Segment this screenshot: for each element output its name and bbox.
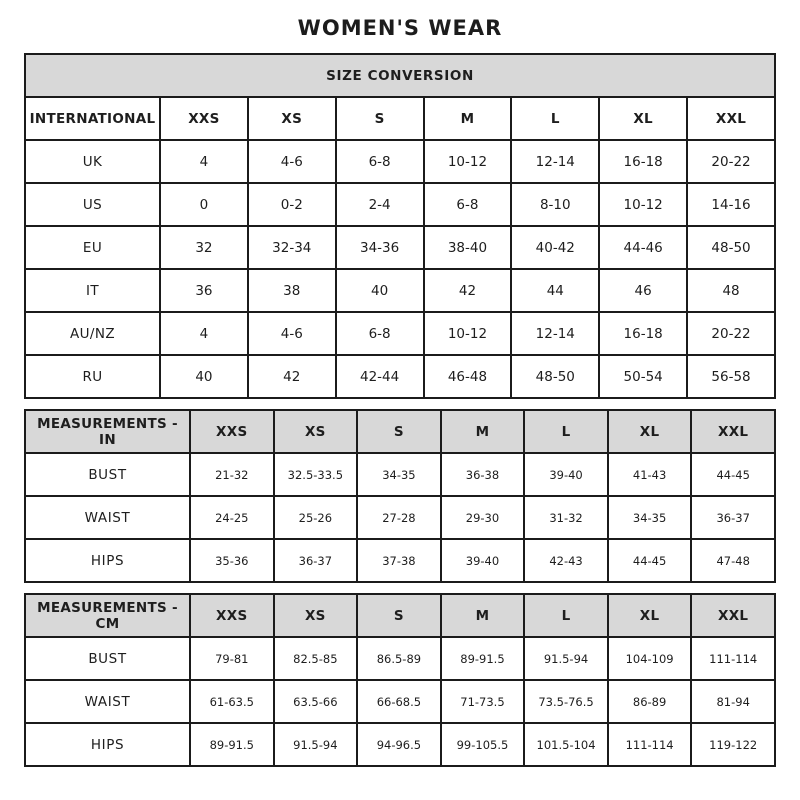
size-column-header: XS (248, 97, 336, 140)
size-value-cell: 32 (160, 226, 248, 269)
measurement-value-cell: 119-122 (691, 723, 775, 766)
size-column-header: XL (608, 594, 692, 637)
size-value-cell: 46-48 (424, 355, 512, 398)
measurement-value-cell: 32.5-33.5 (274, 453, 358, 496)
size-value-cell: 6-8 (424, 183, 512, 226)
measurement-value-cell: 21-32 (190, 453, 274, 496)
size-value-cell: 40 (160, 355, 248, 398)
measurement-value-cell: 94-96.5 (357, 723, 441, 766)
measurement-value-cell: 34-35 (608, 496, 692, 539)
size-column-header: XXL (691, 410, 775, 453)
measurement-value-cell: 47-48 (691, 539, 775, 582)
measurement-value-cell: 111-114 (608, 723, 692, 766)
size-column-header: M (424, 97, 512, 140)
measurements-cm-header: MEASUREMENTS - CM (25, 594, 190, 637)
measurement-row-label: BUST (25, 453, 190, 496)
size-conversion-header: SIZE CONVERSION (25, 54, 775, 97)
region-row-label: IT (25, 269, 160, 312)
size-value-cell: 56-58 (687, 355, 775, 398)
size-value-cell: 10-12 (424, 140, 512, 183)
size-column-header: XS (274, 594, 358, 637)
table-row (25, 723, 775, 766)
size-column-header: S (357, 410, 441, 453)
size-column-header: S (336, 97, 424, 140)
size-value-cell: 42 (424, 269, 512, 312)
size-value-cell: 48-50 (511, 355, 599, 398)
size-value-cell: 48-50 (687, 226, 775, 269)
measurement-value-cell: 73.5-76.5 (524, 680, 608, 723)
region-row-label: EU (25, 226, 160, 269)
size-value-cell: 50-54 (599, 355, 687, 398)
size-value-cell: 0 (160, 183, 248, 226)
measurement-value-cell: 111-114 (691, 637, 775, 680)
measurement-value-cell: 61-63.5 (190, 680, 274, 723)
size-value-cell: 40-42 (511, 226, 599, 269)
measurement-value-cell: 86-89 (608, 680, 692, 723)
measurements-in-table (24, 409, 776, 583)
measurements-cm-table (24, 593, 776, 767)
size-value-cell: 34-36 (336, 226, 424, 269)
system-column-header: INTERNATIONAL (25, 97, 160, 140)
table-row (25, 496, 775, 539)
measurement-value-cell: 36-37 (274, 539, 358, 582)
region-row-label: AU/NZ (25, 312, 160, 355)
measurement-value-cell: 31-32 (524, 496, 608, 539)
size-value-cell: 8-10 (511, 183, 599, 226)
measurement-value-cell: 104-109 (608, 637, 692, 680)
measurement-value-cell: 82.5-85 (274, 637, 358, 680)
measurement-row-label: WAIST (25, 680, 190, 723)
measurement-value-cell: 79-81 (190, 637, 274, 680)
size-column-header: L (524, 410, 608, 453)
table-row (25, 54, 775, 97)
size-value-cell: 42 (248, 355, 336, 398)
table-row (25, 539, 775, 582)
size-value-cell: 4 (160, 312, 248, 355)
size-value-cell: 12-14 (511, 312, 599, 355)
table-row (25, 637, 775, 680)
size-value-cell: 2-4 (336, 183, 424, 226)
measurement-value-cell: 39-40 (441, 539, 525, 582)
region-row-label: UK (25, 140, 160, 183)
size-value-cell: 20-22 (687, 312, 775, 355)
size-column-header: XXL (687, 97, 775, 140)
size-value-cell: 44 (511, 269, 599, 312)
measurement-value-cell: 81-94 (691, 680, 775, 723)
measurement-value-cell: 39-40 (524, 453, 608, 496)
table-row (25, 269, 775, 312)
measurement-value-cell: 44-45 (608, 539, 692, 582)
table-row (25, 140, 775, 183)
size-value-cell: 36 (160, 269, 248, 312)
size-value-cell: 16-18 (599, 312, 687, 355)
size-value-cell: 6-8 (336, 312, 424, 355)
size-column-header: XXS (160, 97, 248, 140)
measurement-row-label: BUST (25, 637, 190, 680)
size-value-cell: 14-16 (687, 183, 775, 226)
region-row-label: US (25, 183, 160, 226)
table-row (25, 594, 775, 637)
measurement-value-cell: 89-91.5 (441, 637, 525, 680)
size-column-header: XXS (190, 594, 274, 637)
table-row (25, 453, 775, 496)
size-value-cell: 40 (336, 269, 424, 312)
measurement-value-cell: 71-73.5 (441, 680, 525, 723)
size-value-cell: 20-22 (687, 140, 775, 183)
measurement-value-cell: 24-25 (190, 496, 274, 539)
size-value-cell: 46 (599, 269, 687, 312)
size-column-header: XL (608, 410, 692, 453)
table-row (25, 97, 775, 140)
measurement-value-cell: 44-45 (691, 453, 775, 496)
size-value-cell: 44-46 (599, 226, 687, 269)
measurement-value-cell: 29-30 (441, 496, 525, 539)
measurement-value-cell: 89-91.5 (190, 723, 274, 766)
size-value-cell: 0-2 (248, 183, 336, 226)
size-value-cell: 10-12 (424, 312, 512, 355)
table-row (25, 183, 775, 226)
table-row (25, 355, 775, 398)
size-value-cell: 38-40 (424, 226, 512, 269)
table-row (25, 226, 775, 269)
measurement-value-cell: 86.5-89 (357, 637, 441, 680)
table-row (25, 312, 775, 355)
measurement-value-cell: 91.5-94 (524, 637, 608, 680)
table-row (25, 410, 775, 453)
size-value-cell: 12-14 (511, 140, 599, 183)
measurement-row-label: HIPS (25, 723, 190, 766)
page-title: WOMEN'S WEAR (297, 16, 503, 40)
size-value-cell: 32-34 (248, 226, 336, 269)
measurement-value-cell: 99-105.5 (441, 723, 525, 766)
size-value-cell: 16-18 (599, 140, 687, 183)
region-row-label: RU (25, 355, 160, 398)
measurement-value-cell: 36-37 (691, 496, 775, 539)
size-column-header: S (357, 594, 441, 637)
size-column-header: L (511, 97, 599, 140)
measurement-value-cell: 66-68.5 (357, 680, 441, 723)
measurement-row-label: WAIST (25, 496, 190, 539)
measurement-value-cell: 91.5-94 (274, 723, 358, 766)
measurement-value-cell: 25-26 (274, 496, 358, 539)
measurement-value-cell: 27-28 (357, 496, 441, 539)
measurement-value-cell: 34-35 (357, 453, 441, 496)
size-value-cell: 48 (687, 269, 775, 312)
size-column-header: XXL (691, 594, 775, 637)
measurement-value-cell: 36-38 (441, 453, 525, 496)
table-row (25, 680, 775, 723)
measurement-value-cell: 42-43 (524, 539, 608, 582)
size-value-cell: 42-44 (336, 355, 424, 398)
size-value-cell: 6-8 (336, 140, 424, 183)
size-column-header: M (441, 594, 525, 637)
size-value-cell: 38 (248, 269, 336, 312)
size-value-cell: 4-6 (248, 140, 336, 183)
measurement-value-cell: 63.5-66 (274, 680, 358, 723)
size-conversion-table (24, 53, 776, 399)
measurements-in-header: MEASUREMENTS - IN (25, 410, 190, 453)
measurement-value-cell: 37-38 (357, 539, 441, 582)
measurement-value-cell: 41-43 (608, 453, 692, 496)
size-column-header: XXS (190, 410, 274, 453)
size-column-header: XL (599, 97, 687, 140)
measurement-value-cell: 35-36 (190, 539, 274, 582)
size-value-cell: 4 (160, 140, 248, 183)
size-value-cell: 4-6 (248, 312, 336, 355)
size-column-header: L (524, 594, 608, 637)
size-column-header: XS (274, 410, 358, 453)
size-column-header: M (441, 410, 525, 453)
measurement-row-label: HIPS (25, 539, 190, 582)
size-value-cell: 10-12 (599, 183, 687, 226)
measurement-value-cell: 101.5-104 (524, 723, 608, 766)
